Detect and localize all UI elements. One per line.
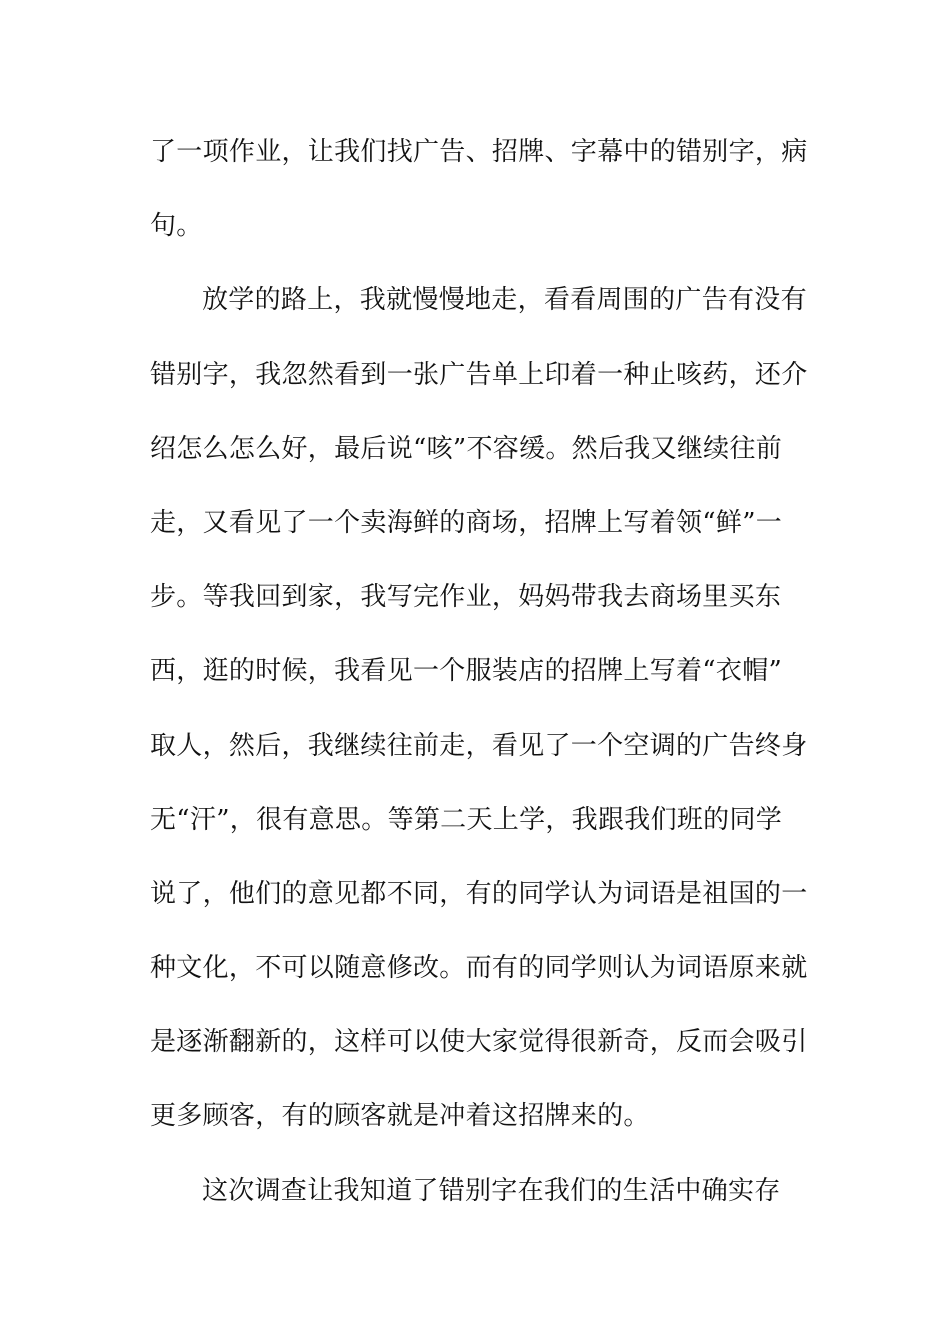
text-line: 更多顾客，有的顾客就是冲着这招牌来的。 bbox=[150, 1101, 650, 1132]
text-line: 走，又看见了一个卖海鲜的商场，招牌上写着领“鲜”一 bbox=[150, 507, 783, 538]
text-line: 取人，然后，我继续往前走，看见了一个空调的广告终身 bbox=[150, 730, 808, 761]
text-line: 绍怎么怎么好，最后说“咳”不容缓。然后我又继续往前 bbox=[150, 433, 783, 464]
text-line: 西，逛的时候，我看见一个服装店的招牌上写着“衣帽” bbox=[150, 656, 783, 687]
text-line: 句。 bbox=[150, 211, 203, 242]
text-line: 说了，他们的意见都不同，有的同学认为词语是祖国的一 bbox=[150, 878, 808, 909]
paragraph-start-line: 放学的路上，我就慢慢地走，看看周围的广告有没有 bbox=[202, 285, 807, 316]
text-line: 种文化，不可以随意修改。而有的同学则认为词语原来就 bbox=[150, 953, 808, 984]
text-line: 无“汗”，很有意思。等第二天上学，我跟我们班的同学 bbox=[150, 804, 783, 835]
essay-body bbox=[150, 130, 808, 1243]
paragraph-start-line: 这次调查让我知道了错别字在我们的生活中确实存 bbox=[202, 1175, 781, 1206]
text-line: 错别字，我忽然看到一张广告单上印着一种止咳药，还介 bbox=[150, 359, 808, 390]
text-line: 了一项作业，让我们找广告、招牌、字幕中的错别字，病 bbox=[150, 137, 808, 167]
text-line: 步。等我回到家，我写完作业，妈妈带我去商场里买东 bbox=[150, 582, 782, 613]
text-line: 是逐渐翻新的，这样可以使大家觉得很新奇，反而会吸引 bbox=[150, 1027, 808, 1058]
